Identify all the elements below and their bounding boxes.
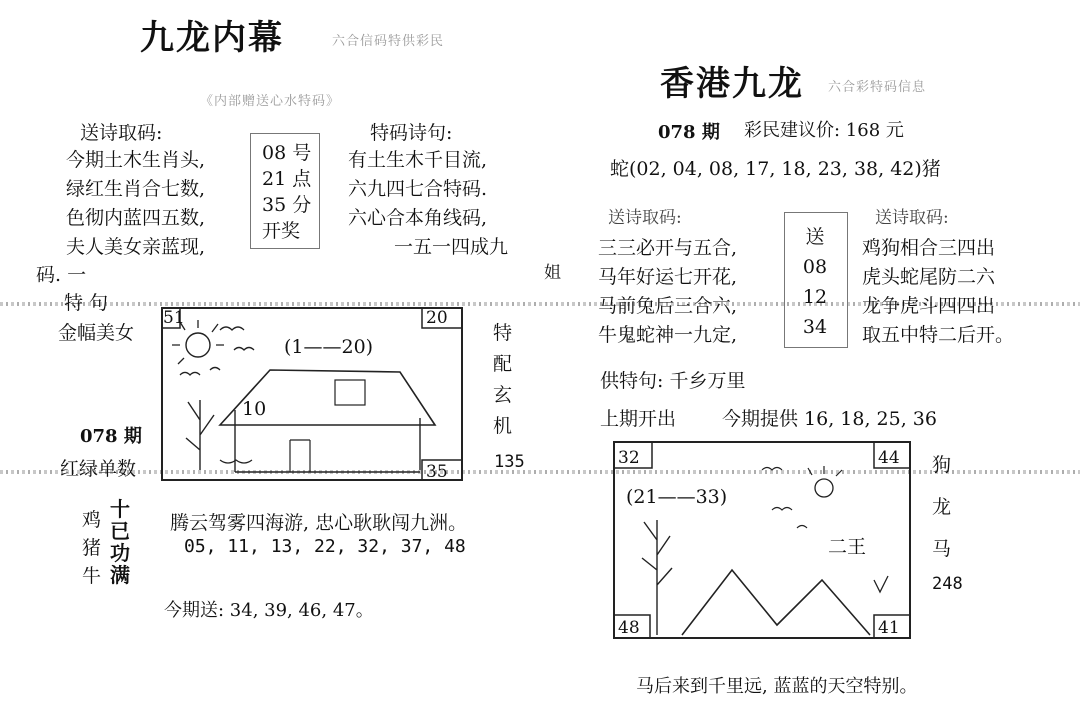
right-pic-tl: 32 (618, 448, 640, 468)
right-pic-glyph: 二王 (828, 536, 867, 558)
left-motto: 腾云驾雾四海游, 忠心耿耿闯九洲。 (170, 512, 468, 534)
left-side-num: 135 (494, 452, 525, 472)
right-pic-br: 41 (878, 618, 900, 638)
draw-time-lines (262, 140, 311, 244)
special-line-label: 特 句 (64, 292, 109, 314)
animal: 牛 (82, 565, 102, 587)
tm-line: 六九四七合特码. (348, 178, 488, 200)
side-animal: 狗 (932, 454, 952, 476)
right-poem-left (598, 234, 737, 350)
stamp-char: 功 (110, 541, 130, 565)
send-box-line: 送 (805, 226, 825, 248)
left-animals (82, 506, 101, 590)
right-poem-right (862, 234, 1014, 350)
stamp-char: 已 (110, 519, 130, 543)
poem-line: 龙争虎斗四四出 (862, 295, 996, 317)
left-numbers: 05, 11, 13, 22, 32, 37, 48 (184, 536, 466, 557)
side-char: 配 (493, 353, 513, 375)
animal: 鸡 (82, 509, 102, 531)
right-pic-range: (21——33) (626, 486, 728, 508)
poem-line: 鸡狗相合三四出 (862, 237, 996, 259)
right-last-out: 上期开出 (600, 408, 677, 430)
left-pic-tl: 51 (163, 308, 185, 328)
right-issue: 078 期 (658, 122, 720, 143)
poem-line: 牛鬼蛇神一九定, (598, 324, 738, 346)
left-pic-house-num: 10 (242, 398, 267, 420)
right-price: 彩民建议价: 168 元 (744, 120, 904, 141)
poem-line: 取五中特二后开。 (862, 324, 1015, 346)
left-pic-br: 35 (426, 462, 448, 482)
side-char: 特 (493, 322, 513, 344)
stamp-char: 十 (110, 497, 130, 521)
send-box-line: 08 (802, 256, 828, 278)
right-special-line: 供特句: 千乡万里 (600, 370, 746, 392)
poem-line: 马年好运七开花, (598, 266, 738, 288)
right-side-animals (932, 444, 951, 570)
right-pic-bl: 48 (618, 618, 640, 638)
draw-time-line: 21 点 (262, 168, 312, 190)
side-char: 玄 (493, 384, 513, 406)
left-title-tag: 六合信码特供彩民 (332, 34, 445, 49)
left-issue: 078 期 (80, 426, 142, 447)
animal: 猪 (82, 537, 102, 559)
draw-time-line: 08 号 (262, 142, 312, 164)
poem-line: 绿红生肖合七数, (66, 178, 206, 200)
send-box-line: 34 (802, 316, 828, 338)
send-box-lines (796, 222, 834, 342)
beauty-label: 金幅美女 (58, 322, 135, 344)
wrap-right: 姐 (544, 263, 561, 283)
right-pic-tr: 44 (878, 448, 900, 468)
send-box-line: 12 (802, 286, 828, 308)
poem-line: 马前兔后三合六, (598, 295, 738, 317)
poem-line: 色彻内蓝四五数, (66, 207, 206, 229)
right-side-num: 248 (932, 574, 963, 594)
left-stamp (110, 498, 130, 586)
side-char: 机 (493, 415, 513, 437)
draw-time-line: 开奖 (262, 220, 301, 242)
left-pic-tr: 20 (426, 308, 448, 328)
tm-line: 有土生木千目流, (348, 149, 488, 171)
left-poem-lines (66, 146, 205, 262)
stamp-char: 满 (110, 563, 130, 587)
left-sketch (160, 300, 470, 480)
left-tm-header: 特码诗句: (370, 122, 453, 144)
wrap-left: 码. 一 (36, 264, 87, 286)
left-subtitle: 《内部赠送心水特码》 (200, 94, 341, 109)
right-provide: 今期提供 16, 18, 25, 36 (722, 408, 937, 430)
poem-line: 今期土木生肖头, (66, 149, 206, 171)
left-tm-lines (348, 146, 508, 262)
tm-line: 一五一四成九 (394, 236, 509, 258)
right-poem-header-left: 送诗取码: (608, 208, 682, 228)
poem-line: 三三必开与五合, (598, 237, 738, 259)
left-title: 九龙内幕 (140, 18, 284, 58)
right-footer: 马后来到千里远, 蓝蓝的天空特别。 (636, 676, 918, 697)
tm-line: 六心合本角线码, (348, 207, 488, 229)
right-sketch (612, 440, 912, 640)
draw-time-line: 35 分 (262, 194, 312, 216)
poem-line: 虎头蛇尾防二六 (862, 266, 996, 288)
poem-line: 夫人美女亲蓝现, (66, 236, 206, 258)
side-animal: 龙 (932, 496, 952, 518)
snake-line: 蛇(02, 04, 08, 17, 18, 23, 38, 42)猪 (610, 158, 941, 180)
left-pic-center: (1——20) (284, 336, 374, 358)
redgreen-label: 红绿单数 (60, 458, 137, 480)
left-poem-header: 送诗取码: (80, 122, 163, 144)
side-animal: 马 (932, 538, 952, 560)
left-send: 今期送: 34, 39, 46, 47。 (164, 600, 374, 621)
right-title: 香港九龙 (660, 64, 804, 104)
left-side-chars (493, 318, 512, 442)
right-poem-header-right: 送诗取码: (875, 208, 949, 228)
right-title-tag: 六合彩特码信息 (828, 80, 927, 95)
